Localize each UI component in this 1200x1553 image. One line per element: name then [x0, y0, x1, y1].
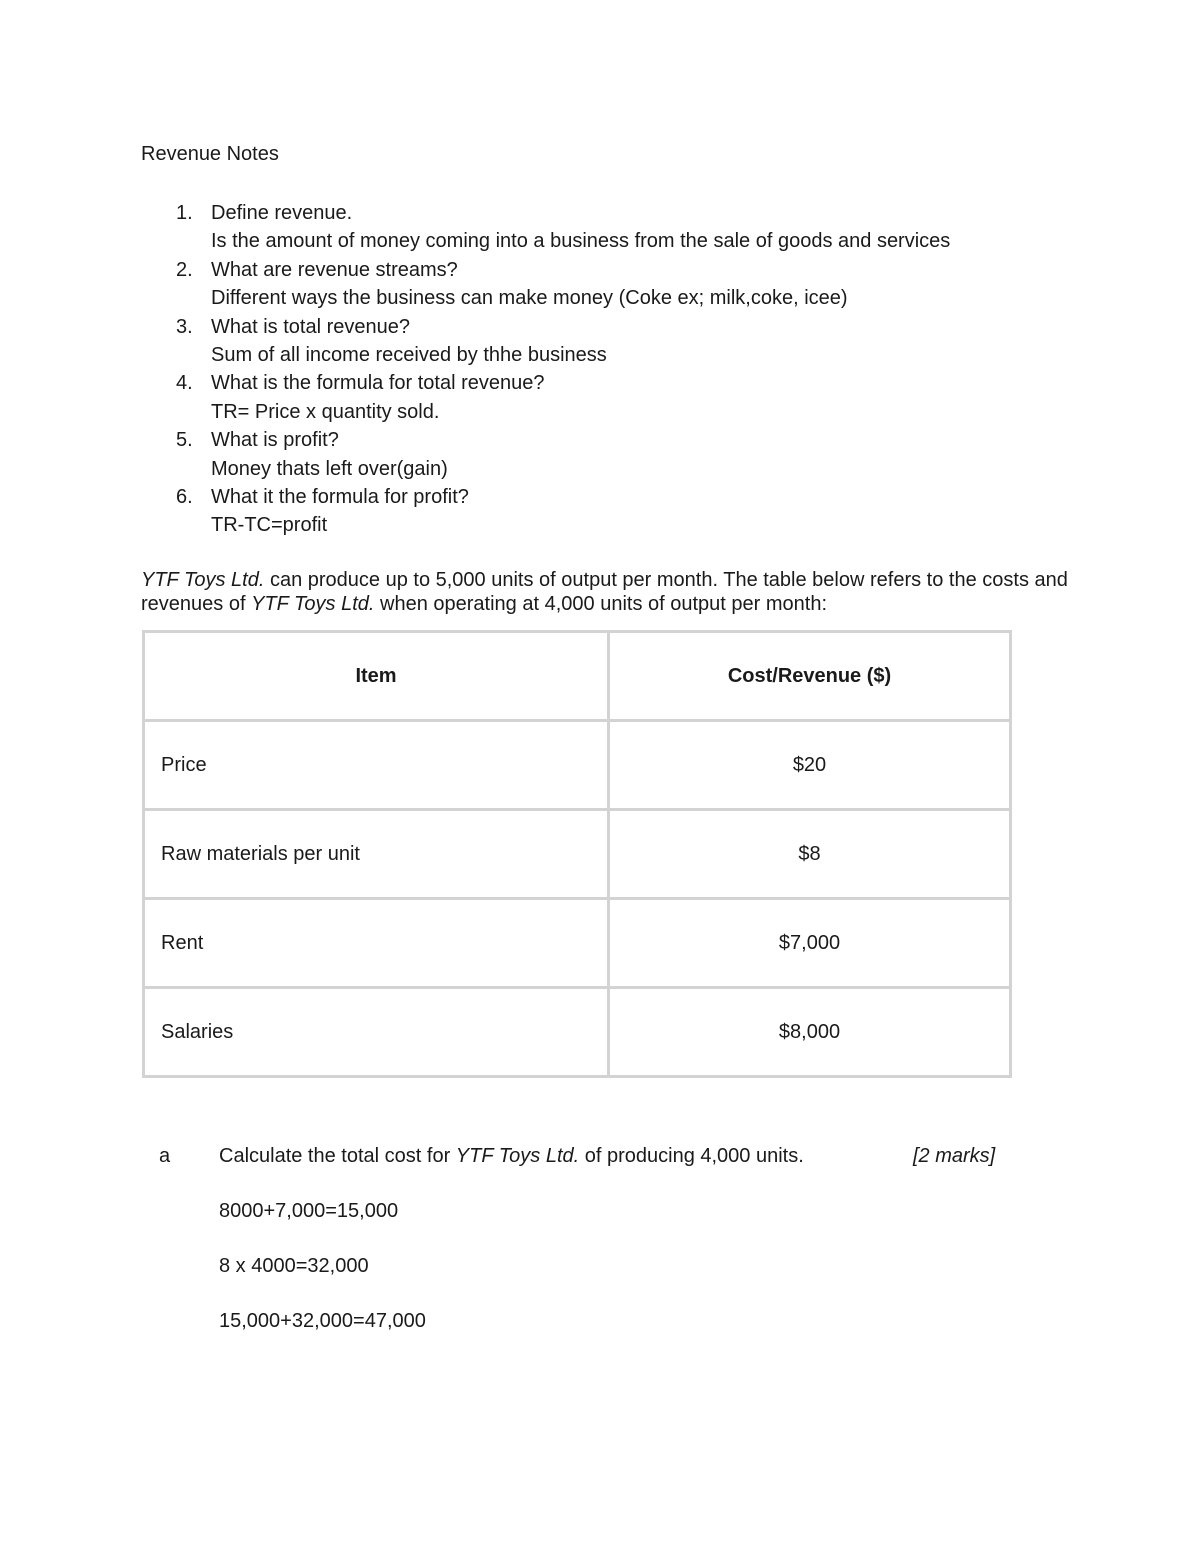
table-row — [144, 988, 1011, 1077]
answer-line: 8000+7,000=15,000 — [219, 1200, 399, 1222]
table-row — [144, 721, 1011, 810]
item-number: 5. — [176, 429, 193, 452]
list-item — [141, 483, 1101, 540]
intro-text-part2: when operating at 4,000 units of output per month: — [374, 593, 827, 615]
question-text: Define revenue. — [211, 202, 353, 224]
list-item — [141, 313, 1101, 370]
page-title: Revenue Notes — [141, 143, 279, 165]
answer-line: 15,000+32,000=47,000 — [219, 1310, 426, 1332]
table-cell-value: $7,000 — [609, 899, 1011, 988]
list-item — [141, 369, 1101, 426]
question-a-text — [219, 1144, 879, 1168]
column-header-item: Item — [144, 632, 609, 721]
table-cell-value: $20 — [609, 721, 1011, 810]
answer-text: Different ways the business can make money (Coke ex; milk,coke, icee) — [211, 287, 848, 310]
item-number: 4. — [176, 372, 193, 395]
answer-line: 8 x 4000=32,000 — [219, 1255, 369, 1277]
table-cell-item: Salaries — [144, 988, 609, 1077]
item-number: 3. — [176, 315, 193, 338]
list-item — [141, 426, 1101, 483]
table-cell-value: $8,000 — [609, 988, 1011, 1077]
question-text-after: of producing 4,000 units. — [579, 1145, 804, 1167]
item-number: 2. — [176, 258, 193, 281]
company-name: YTF Toys Ltd. — [141, 569, 265, 591]
question-text-before: Calculate the total cost for — [219, 1145, 456, 1167]
table-row — [144, 899, 1011, 988]
intro-paragraph — [141, 568, 1081, 616]
item-number: 1. — [176, 202, 193, 224]
answer-text: Is the amount of money coming into a business from the sale of goods and services — [211, 230, 951, 253]
question-list — [141, 199, 1101, 540]
answer-text: TR= Price x quantity sold. — [211, 400, 440, 423]
list-item — [141, 199, 1101, 256]
table-row — [144, 810, 1011, 899]
table-cell-item: Raw materials per unit — [144, 810, 609, 899]
question-text: What is total revenue? — [211, 315, 410, 338]
marks-label: [2 marks] — [913, 1145, 996, 1167]
question-text: What is profit? — [211, 429, 339, 452]
answer-a-workings — [219, 1199, 426, 1364]
table-header-row — [144, 632, 1011, 721]
table-cell-item: Rent — [144, 899, 609, 988]
cost-revenue-table — [142, 630, 1012, 1078]
table-cell-item: Price — [144, 721, 609, 810]
intro-text-part1: can produce up to 5,000 units of output per month. The table below refers to the costs and revenues of — [141, 569, 1068, 615]
company-name: YTF Toys Ltd. — [455, 1145, 580, 1167]
question-text: What is the formula for total revenue? — [211, 372, 545, 395]
item-number: 6. — [176, 486, 193, 509]
answer-text: Money thats left over(gain) — [211, 457, 448, 480]
table-cell-value: $8 — [609, 810, 1011, 899]
list-item — [141, 256, 1101, 313]
answer-text: Sum of all income received by thhe business — [211, 344, 607, 367]
company-name: YTF Toys Ltd. — [251, 593, 375, 615]
question-text: What are revenue streams? — [211, 258, 458, 281]
answer-text: TR-TC=profit — [211, 514, 328, 537]
question-text: What it the formula for profit? — [211, 486, 469, 509]
column-header-cost-revenue: Cost/Revenue ($) — [609, 632, 1011, 721]
question-letter: a — [159, 1145, 171, 1167]
